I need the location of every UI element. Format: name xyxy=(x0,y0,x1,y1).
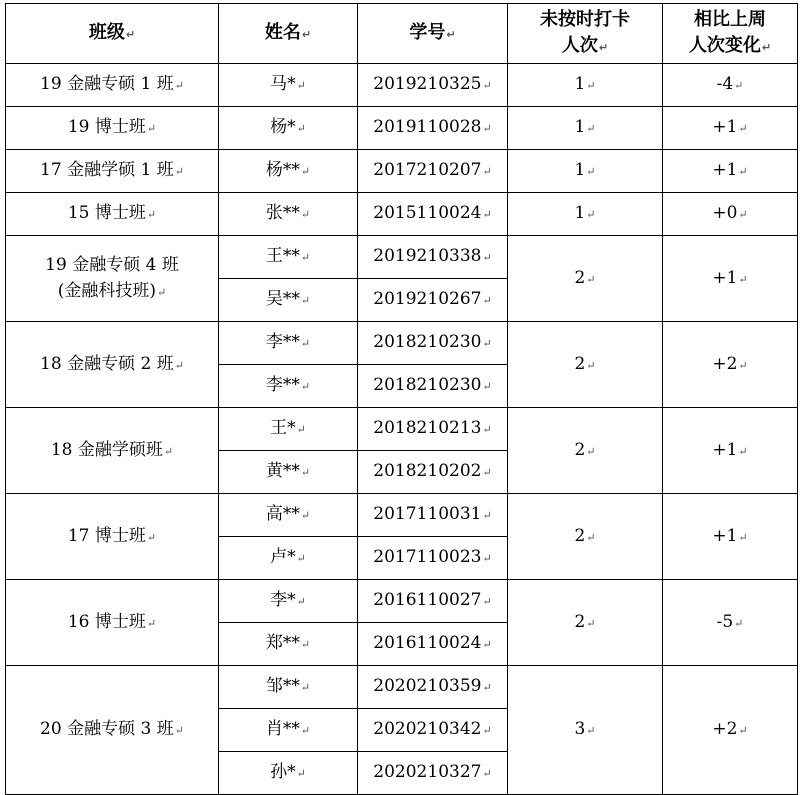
cell-value: 2019210267 xyxy=(373,289,482,309)
weekly-change-cell xyxy=(663,193,798,236)
paragraph-mark-icon: ↵ xyxy=(296,595,306,608)
student-id-cell xyxy=(358,150,508,193)
student-name xyxy=(219,71,357,99)
paragraph-mark-icon: ↵ xyxy=(482,767,492,780)
cell-value: 2017110031 xyxy=(373,504,482,524)
weekly-change xyxy=(663,200,797,228)
header-line xyxy=(358,20,507,48)
weekly-change xyxy=(663,437,797,465)
cell-value: 2 xyxy=(574,611,586,632)
cell-value: 2020210359 xyxy=(373,676,482,696)
weekly-change xyxy=(663,609,797,637)
paragraph-mark-icon: ↵ xyxy=(482,79,492,92)
paragraph-mark-icon: ↵ xyxy=(586,165,596,178)
name-cell xyxy=(219,322,358,365)
missed-count xyxy=(508,157,662,185)
paragraph-mark-icon: ↵ xyxy=(300,681,311,694)
cell-value: 3 xyxy=(574,719,586,739)
student-id-cell xyxy=(358,322,508,365)
student-name xyxy=(219,243,357,271)
student-name xyxy=(219,673,357,701)
student-name xyxy=(219,157,357,185)
name-cell xyxy=(219,64,358,107)
paragraph-mark-icon: ↵ xyxy=(174,165,184,178)
student-id xyxy=(358,243,507,271)
paragraph-mark-icon: ↵ xyxy=(174,79,184,92)
student-id-cell xyxy=(358,365,508,408)
cell-value: 2020210342 xyxy=(373,719,482,739)
student-id-cell xyxy=(358,193,508,236)
class-cell xyxy=(6,150,219,193)
header-line xyxy=(663,7,797,33)
class-line xyxy=(6,252,218,278)
cell-value: 高** xyxy=(265,504,300,524)
weekly-change-cell xyxy=(663,666,798,795)
paragraph-mark-icon: ↵ xyxy=(300,466,311,479)
missed-count xyxy=(508,437,662,465)
paragraph-mark-icon: ↵ xyxy=(146,208,157,221)
paragraph-mark-icon: ↵ xyxy=(482,122,492,135)
student-name xyxy=(219,114,357,142)
student-id xyxy=(358,587,507,615)
class-line xyxy=(6,609,218,637)
weekly-change-cell xyxy=(663,64,798,107)
class-line xyxy=(6,523,218,551)
cell-value: 杨* xyxy=(270,117,296,137)
paragraph-mark-icon: ↵ xyxy=(300,380,311,393)
paragraph-mark-icon: ↵ xyxy=(734,616,744,630)
paragraph-mark-icon: ↵ xyxy=(163,444,174,458)
weekly-change-cell xyxy=(663,408,798,494)
missed-count xyxy=(508,265,662,293)
cell-value: 1 xyxy=(574,117,586,137)
paragraph-mark-icon: ↵ xyxy=(482,337,492,350)
paragraph-mark-icon: ↵ xyxy=(738,122,748,135)
name-cell xyxy=(219,580,358,623)
cell-value: 18 金融学硕班 xyxy=(50,439,163,460)
class-line xyxy=(6,437,218,465)
cell-value: 李** xyxy=(265,332,300,352)
cell-value: 2 xyxy=(574,525,586,546)
student-id xyxy=(358,114,507,142)
paragraph-mark-icon: ↵ xyxy=(300,724,311,737)
paragraph-mark-icon: ↵ xyxy=(482,509,492,522)
paragraph-mark-icon: ↵ xyxy=(586,122,596,135)
cell-value: 马* xyxy=(270,74,296,94)
student-id xyxy=(358,286,507,314)
cell-value: 19 金融专硕 1 班 xyxy=(40,74,174,94)
student-id-cell xyxy=(358,408,508,451)
cell-value: 相比上周 xyxy=(694,8,766,30)
paragraph-mark-icon: ↵ xyxy=(482,724,492,737)
student-name xyxy=(219,759,357,787)
cell-value: 人次 xyxy=(561,34,598,56)
name-cell xyxy=(219,107,358,150)
missed-count xyxy=(508,523,662,551)
student-name xyxy=(219,329,357,357)
cell-value: (金融科技班) xyxy=(57,280,157,301)
weekly-change-cell xyxy=(663,107,798,150)
cell-value: 19 金融专硕 4 班 xyxy=(45,254,179,275)
student-name xyxy=(219,458,357,486)
table-row xyxy=(6,236,798,279)
paragraph-mark-icon: ↵ xyxy=(482,294,492,307)
paragraph-mark-icon: ↵ xyxy=(598,40,609,54)
paragraph-mark-icon: ↵ xyxy=(738,272,748,286)
paragraph-mark-icon: ↵ xyxy=(482,165,492,178)
missed-count xyxy=(508,716,662,744)
weekly-change-cell xyxy=(663,150,798,193)
cell-value: 2016110027 xyxy=(373,590,482,610)
student-id xyxy=(358,501,507,529)
paragraph-mark-icon: ↵ xyxy=(586,444,596,458)
cell-value: 王* xyxy=(270,418,296,438)
cell-value: 2020210327 xyxy=(373,762,482,782)
cell-value: 2019110028 xyxy=(373,117,482,137)
missed-count xyxy=(508,351,662,379)
name-cell xyxy=(219,279,358,322)
paragraph-mark-icon: ↵ xyxy=(301,27,312,41)
header-class xyxy=(6,4,219,64)
header-line xyxy=(508,7,662,33)
missed-count-cell xyxy=(508,408,663,494)
class-line xyxy=(6,157,218,185)
cell-value: 人次变化 xyxy=(688,34,761,56)
cell-value: 2018210202 xyxy=(373,461,482,481)
cell-value: +1 xyxy=(712,525,738,546)
cell-value: 2017110023 xyxy=(373,547,482,567)
missed-count-cell xyxy=(508,666,663,795)
paragraph-mark-icon: ↵ xyxy=(586,724,596,737)
class-cell xyxy=(6,322,219,408)
paragraph-mark-icon: ↵ xyxy=(734,79,744,92)
cell-value: 16 博士班 xyxy=(67,611,146,632)
cell-value: 黄** xyxy=(265,461,300,481)
cell-value: 吴** xyxy=(265,289,300,309)
name-cell xyxy=(219,236,358,279)
paragraph-mark-icon: ↵ xyxy=(296,552,306,565)
paragraph-mark-icon: ↵ xyxy=(300,208,311,221)
paragraph-mark-icon: ↵ xyxy=(482,423,492,436)
class-line xyxy=(6,71,218,99)
paragraph-mark-icon: ↵ xyxy=(482,380,492,393)
student-id xyxy=(358,630,507,658)
cell-value: 张** xyxy=(265,203,300,223)
paragraph-mark-icon: ↵ xyxy=(296,423,306,436)
student-id xyxy=(358,329,507,357)
paragraph-mark-icon: ↵ xyxy=(586,208,596,221)
cell-value: 未按时打卡 xyxy=(540,8,630,30)
paragraph-mark-icon: ↵ xyxy=(586,79,596,92)
name-cell xyxy=(219,709,358,752)
cell-value: 2018210230 xyxy=(373,375,482,395)
missed-count-cell xyxy=(508,107,663,150)
paragraph-mark-icon: ↵ xyxy=(738,530,748,544)
student-id-cell xyxy=(358,64,508,107)
student-id xyxy=(358,716,507,744)
student-id xyxy=(358,157,507,185)
table-row xyxy=(6,494,798,537)
header-weekly-change xyxy=(663,4,798,64)
weekly-change xyxy=(663,157,797,185)
name-cell xyxy=(219,365,358,408)
paragraph-mark-icon: ↵ xyxy=(146,616,157,630)
paragraph-mark-icon: ↵ xyxy=(738,724,748,737)
cell-value: 孙* xyxy=(270,762,296,782)
paragraph-mark-icon: ↵ xyxy=(296,122,306,135)
paragraph-mark-icon: ↵ xyxy=(174,724,184,737)
weekly-change xyxy=(663,523,797,551)
cell-value: 李** xyxy=(265,375,300,395)
cell-value: 17 博士班 xyxy=(67,525,146,546)
cell-value: 2 xyxy=(574,267,586,288)
student-id-cell xyxy=(358,451,508,494)
missed-count-cell xyxy=(508,193,663,236)
name-cell xyxy=(219,451,358,494)
header-line xyxy=(219,20,357,48)
class-line xyxy=(6,200,218,228)
table-row xyxy=(6,580,798,623)
name-cell xyxy=(219,752,358,795)
cell-value: +2 xyxy=(712,353,738,374)
paragraph-mark-icon: ↵ xyxy=(482,552,492,565)
cell-value: +1 xyxy=(712,117,738,137)
cell-value: 2019210338 xyxy=(373,246,482,266)
header-name xyxy=(219,4,358,64)
cell-value: +1 xyxy=(712,439,738,460)
checkin-table-wrapper xyxy=(5,3,798,795)
paragraph-mark-icon: ↵ xyxy=(482,595,492,608)
class-cell xyxy=(6,408,219,494)
paragraph-mark-icon: ↵ xyxy=(157,285,167,299)
table-row xyxy=(6,408,798,451)
paragraph-mark-icon: ↵ xyxy=(482,466,492,479)
name-cell xyxy=(219,150,358,193)
table-row xyxy=(6,193,798,236)
class-cell xyxy=(6,666,219,795)
cell-value: 15 博士班 xyxy=(67,203,146,223)
cell-value: 学号 xyxy=(409,21,446,43)
class-line xyxy=(6,351,218,379)
cell-value: 李* xyxy=(270,590,296,610)
cell-value: +1 xyxy=(712,267,738,288)
paragraph-mark-icon: ↵ xyxy=(761,40,772,54)
student-id xyxy=(358,673,507,701)
paragraph-mark-icon: ↵ xyxy=(446,27,456,41)
missed-count xyxy=(508,114,662,142)
cell-value: 邹** xyxy=(265,676,300,696)
student-id-cell xyxy=(358,279,508,322)
cell-value: 2 xyxy=(574,439,586,460)
student-name xyxy=(219,544,357,572)
cell-value: 2017210207 xyxy=(373,160,482,180)
student-id-cell xyxy=(358,580,508,623)
cell-value: 2016110024 xyxy=(373,633,482,653)
checkin-table xyxy=(5,3,798,795)
paragraph-mark-icon: ↵ xyxy=(146,122,157,135)
weekly-change xyxy=(663,716,797,744)
paragraph-mark-icon: ↵ xyxy=(300,509,311,522)
student-name xyxy=(219,372,357,400)
student-id-cell xyxy=(358,752,508,795)
student-name xyxy=(219,200,357,228)
student-name xyxy=(219,415,357,443)
student-name xyxy=(219,587,357,615)
weekly-change-cell xyxy=(663,322,798,408)
student-id xyxy=(358,544,507,572)
cell-value: 2019210325 xyxy=(373,74,482,94)
cell-value: 杨** xyxy=(265,160,300,180)
student-id xyxy=(358,458,507,486)
paragraph-mark-icon: ↵ xyxy=(296,767,306,780)
header-row xyxy=(6,4,798,64)
class-line xyxy=(6,278,218,306)
class-cell xyxy=(6,236,219,322)
cell-value: 2015110024 xyxy=(373,203,482,223)
paragraph-mark-icon: ↵ xyxy=(586,358,596,372)
paragraph-mark-icon: ↵ xyxy=(300,337,311,350)
paragraph-mark-icon: ↵ xyxy=(586,530,596,544)
student-id xyxy=(358,200,507,228)
name-cell xyxy=(219,193,358,236)
missed-count-cell xyxy=(508,150,663,193)
paragraph-mark-icon: ↵ xyxy=(300,165,311,178)
header-line xyxy=(508,33,662,61)
weekly-change-cell xyxy=(663,494,798,580)
missed-count xyxy=(508,200,662,228)
student-id xyxy=(358,71,507,99)
cell-value: 2 xyxy=(574,353,586,374)
cell-value: 2018210213 xyxy=(373,418,482,438)
paragraph-mark-icon: ↵ xyxy=(174,358,184,372)
cell-value: 2018210230 xyxy=(373,332,482,352)
student-id xyxy=(358,415,507,443)
paragraph-mark-icon: ↵ xyxy=(146,530,157,544)
weekly-change xyxy=(663,71,797,99)
missed-count xyxy=(508,609,662,637)
cell-value: 班级 xyxy=(88,21,125,43)
paragraph-mark-icon: ↵ xyxy=(125,27,136,41)
class-cell xyxy=(6,64,219,107)
weekly-change xyxy=(663,114,797,142)
student-id-cell xyxy=(358,236,508,279)
paragraph-mark-icon: ↵ xyxy=(300,251,311,264)
cell-value: 1 xyxy=(574,203,586,223)
missed-count xyxy=(508,71,662,99)
name-cell xyxy=(219,408,358,451)
student-id-cell xyxy=(358,107,508,150)
table-body xyxy=(6,64,798,795)
cell-value: 1 xyxy=(574,160,586,180)
paragraph-mark-icon: ↵ xyxy=(482,681,492,694)
paragraph-mark-icon: ↵ xyxy=(296,79,306,92)
missed-count-cell xyxy=(508,64,663,107)
name-cell xyxy=(219,537,358,580)
weekly-change-cell xyxy=(663,580,798,666)
student-name xyxy=(219,286,357,314)
student-name xyxy=(219,630,357,658)
name-cell xyxy=(219,666,358,709)
table-row xyxy=(6,322,798,365)
paragraph-mark-icon: ↵ xyxy=(586,616,596,630)
cell-value: 18 金融专硕 2 班 xyxy=(40,353,174,374)
name-cell xyxy=(219,623,358,666)
cell-value: -4 xyxy=(716,74,734,94)
paragraph-mark-icon: ↵ xyxy=(482,638,492,651)
missed-count-cell xyxy=(508,580,663,666)
header-missed-count xyxy=(508,4,663,64)
cell-value: 肖** xyxy=(265,719,300,739)
cell-value: 姓名 xyxy=(264,21,301,43)
paragraph-mark-icon: ↵ xyxy=(738,358,748,372)
weekly-change xyxy=(663,351,797,379)
missed-count-cell xyxy=(508,322,663,408)
class-cell xyxy=(6,494,219,580)
cell-value: +2 xyxy=(712,719,738,739)
weekly-change xyxy=(663,265,797,293)
student-id xyxy=(358,759,507,787)
class-line xyxy=(6,114,218,142)
header-student-id xyxy=(358,4,508,64)
student-id-cell xyxy=(358,494,508,537)
student-id-cell xyxy=(358,623,508,666)
student-name xyxy=(219,716,357,744)
cell-value: 郑** xyxy=(265,633,300,653)
table-row xyxy=(6,666,798,709)
paragraph-mark-icon: ↵ xyxy=(586,272,596,286)
header-line xyxy=(663,33,797,61)
missed-count-cell xyxy=(508,236,663,322)
cell-value: 20 金融专硕 3 班 xyxy=(40,719,174,739)
name-cell xyxy=(219,494,358,537)
table-row xyxy=(6,107,798,150)
cell-value: -5 xyxy=(716,611,734,632)
class-cell xyxy=(6,193,219,236)
class-line xyxy=(6,716,218,744)
cell-value: 王** xyxy=(265,246,300,266)
class-cell xyxy=(6,580,219,666)
cell-value: 卢* xyxy=(270,547,296,567)
missed-count-cell xyxy=(508,494,663,580)
paragraph-mark-icon: ↵ xyxy=(738,208,748,221)
class-cell xyxy=(6,107,219,150)
weekly-change-cell xyxy=(663,236,798,322)
paragraph-mark-icon: ↵ xyxy=(482,251,492,264)
cell-value: +0 xyxy=(712,203,738,223)
table-row xyxy=(6,150,798,193)
student-id-cell xyxy=(358,537,508,580)
table-row xyxy=(6,64,798,107)
student-name xyxy=(219,501,357,529)
student-id xyxy=(358,372,507,400)
cell-value: 17 金融学硕 1 班 xyxy=(40,160,174,180)
student-id-cell xyxy=(358,666,508,709)
header-line xyxy=(6,20,218,48)
paragraph-mark-icon: ↵ xyxy=(738,444,748,458)
cell-value: 19 博士班 xyxy=(67,117,146,137)
paragraph-mark-icon: ↵ xyxy=(738,165,748,178)
cell-value: +1 xyxy=(712,160,738,180)
paragraph-mark-icon: ↵ xyxy=(300,638,311,651)
paragraph-mark-icon: ↵ xyxy=(300,294,311,307)
paragraph-mark-icon: ↵ xyxy=(482,208,492,221)
student-id-cell xyxy=(358,709,508,752)
cell-value: 1 xyxy=(574,74,586,94)
